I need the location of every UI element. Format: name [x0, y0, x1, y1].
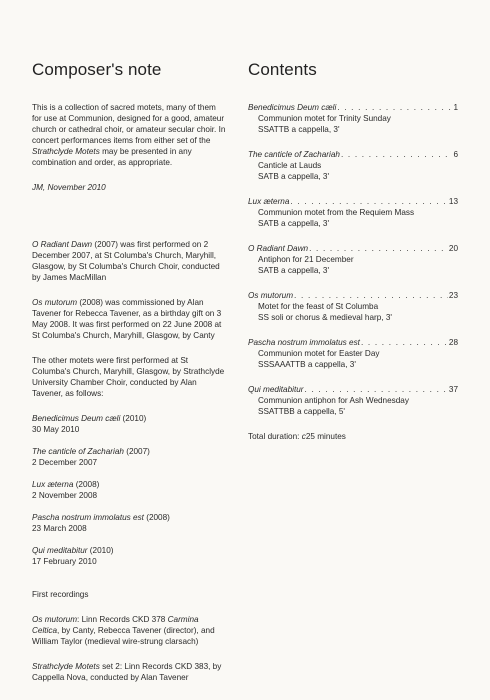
contents-entry [248, 384, 458, 417]
work-item: Qui meditabitur (2010) 17 February 2010 [32, 546, 114, 566]
entry-scoring: SSSAAATTB a cappella, 3' [258, 360, 356, 369]
entry-description: Communion motet from the Requiem Mass [258, 208, 415, 217]
page-number: 13 [448, 197, 458, 206]
entry-description: Canticle at Lauds [258, 161, 322, 170]
entry-scoring: SS soli or chorus & medieval harp, 3' [258, 313, 392, 322]
entry-scoring: SATB a cappella, 3' [258, 266, 330, 275]
entry-title: O Radiant Dawn [248, 244, 309, 253]
work-item: Lux æterna (2008) 2 November 2008 [32, 480, 100, 500]
contents-entry [248, 149, 458, 182]
entry-title: Benedicimus Deum cæli [248, 103, 337, 112]
work-item: Benedicimus Deum cæli (2010) 30 May 2010 [32, 414, 147, 434]
total-duration: Total duration: c25 minutes [248, 432, 346, 441]
page-number: 28 [448, 338, 458, 347]
entry-description: Motet for the feast of St Columba [258, 302, 379, 311]
leader-dots [361, 337, 448, 348]
contents-entry [248, 102, 458, 135]
intro-paragraph: This is a collection of sacred motets, many of them for use at Communion, designed for a good, amateur church or cathedral choir, or amateur secular choir. In concert performances items from either set of the Strathclyde Motets may be presented in any combination and order, as appropriate. [32, 103, 226, 167]
page-number: 20 [448, 244, 458, 253]
work-item: Pascha nostrum immolatus est (2008) 23 March 2008 [32, 513, 170, 533]
page-number: 6 [453, 150, 458, 159]
contents-entry [248, 243, 458, 276]
leader-dots [337, 102, 452, 113]
entry-title: Qui meditabitur [248, 385, 304, 394]
entry-scoring: SATB a cappella, 3' [258, 172, 330, 181]
contents-heading: Contents [248, 60, 317, 79]
entry-scoring: SSATTB a cappella, 3' [258, 125, 340, 134]
entry-title: Os mutorum [248, 291, 294, 300]
work-item: The canticle of Zachariah (2007) 2 December 2007 [32, 447, 150, 467]
recording-item: Os mutorum: Linn Records CKD 378 Carmina Celtica, by Canty, Rebecca Tavener (director), and William Taylor (medieval wire-strung clarsach) [32, 615, 215, 646]
entry-title: The canticle of Zachariah [248, 150, 340, 159]
leader-dots [290, 196, 447, 207]
entry-description: Antiphon for 21 December [258, 255, 354, 264]
leader-dots [341, 149, 453, 160]
leader-dots [309, 243, 448, 254]
contents-entry [248, 196, 458, 229]
page-number: 1 [453, 103, 458, 112]
composers-note-heading: Composer's note [32, 60, 162, 79]
premiere-paragraph-os-mutorum: Os mutorum (2008) was commissioned by Alan Tavener for Rebecca Tavener, as a birthday gift on 3 May 2008. It was first performed on 22 June 2008 at St Columba's Church, Maryhill, Glasgow, by Canty [32, 298, 222, 340]
premiere-paragraph-radiant-dawn: O Radiant Dawn (2007) was first performed on 2 December 2007, at St Columba's Church, Maryhill, Glasgow, by St Columba's Church Choir, conducted by James MacMillan [32, 240, 220, 282]
entry-scoring: SATB a cappella, 3' [258, 219, 330, 228]
composers-note-column [32, 60, 227, 683]
page-number: 37 [448, 385, 458, 394]
entry-scoring: SSATTBB a cappella, 5' [258, 407, 345, 416]
entry-description: Communion motet for Easter Day [258, 349, 380, 358]
entry-title: Lux æterna [248, 197, 290, 206]
leader-dots [305, 384, 448, 395]
leader-dots [294, 290, 448, 301]
entry-title: Pascha nostrum immolatus est [248, 338, 360, 347]
recording-item: Strathclyde Motets set 2: Linn Records CKD 383, by Cappella Nova, conducted by Alan Tavener [32, 662, 222, 682]
premiere-paragraph-others: The other motets were first performed at St Columba's Church, Maryhill, Glasgow, by Strathclyde University Chamber Choir, conducted by Alan Tavener, as follows: [32, 356, 225, 398]
recordings-heading: First recordings [32, 590, 89, 599]
contents-entry [248, 337, 458, 370]
entry-description: Communion antiphon for Ash Wednesday [258, 396, 409, 405]
contents-entry [248, 290, 458, 323]
contents-column [248, 60, 458, 442]
page-number: 23 [448, 291, 458, 300]
entry-description: Communion motet for Trinity Sunday [258, 114, 391, 123]
signature: JM, November 2010 [32, 183, 106, 192]
